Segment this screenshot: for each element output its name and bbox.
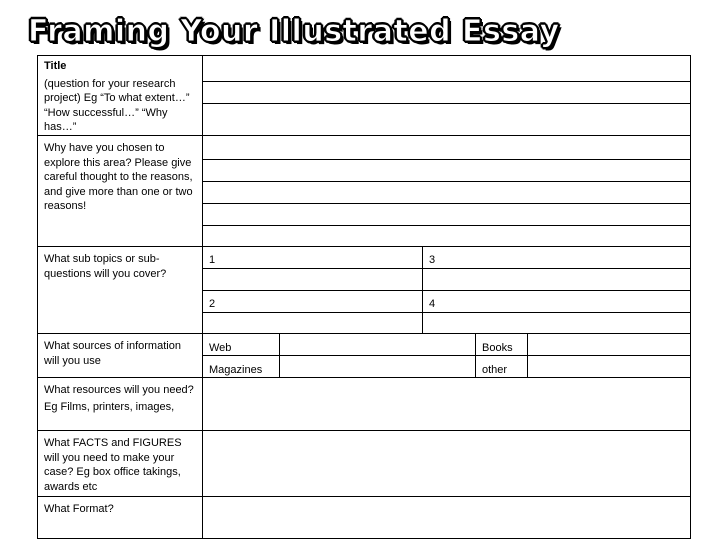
source-divider [279, 333, 280, 377]
writing-line [202, 312, 690, 313]
writing-line [202, 290, 690, 291]
title-heading: Title [44, 60, 67, 72]
why-prompt: Why have you chosen to explore this area? Please give careful thought to the reasons, and give more than one or two reasons! [44, 142, 193, 212]
writing-line [202, 268, 690, 269]
subtopics-prompt-cell [38, 247, 202, 333]
writing-line [202, 181, 690, 182]
writing-line [202, 355, 690, 356]
source-divider [527, 333, 528, 377]
writing-line [202, 159, 690, 160]
source-books-label: Books [482, 342, 513, 354]
page-title: Framing Your Illustrated Essay [28, 14, 560, 49]
resources-example: Eg Films, printers, images, [44, 400, 175, 413]
why-prompt-cell [38, 136, 202, 246]
sources-prompt: What sources of information will you use [44, 340, 181, 367]
subtopics-prompt: What sub topics or sub-questions will you cover? [44, 253, 167, 280]
title-prompt: (question for your research project) Eg “To what extent…” “How successful…” “Why has…” [44, 77, 190, 133]
format-prompt-cell [38, 497, 202, 538]
subtopic-2-label: 2 [209, 298, 216, 310]
writing-line [202, 225, 690, 226]
source-web-label: Web [209, 342, 232, 354]
sources-prompt-cell [38, 334, 202, 377]
source-other-label: other [482, 364, 508, 376]
source-magazines-label: Magazines [209, 364, 263, 376]
title-prompt-cell [38, 56, 202, 135]
writing-line [202, 203, 690, 204]
resources-prompt-cell [38, 378, 202, 430]
writing-line [202, 81, 690, 82]
format-prompt: What Format? [44, 503, 114, 515]
essay-framing-table [37, 55, 691, 539]
subtopic-3-label: 3 [429, 254, 436, 266]
facts-prompt-cell [38, 431, 202, 496]
resources-prompt: What resources will you need? [44, 384, 194, 396]
subtopic-4-label: 4 [429, 298, 436, 310]
writing-line [202, 103, 690, 104]
subtopic-1-label: 1 [209, 254, 216, 266]
facts-prompt: What FACTS and FIGURES will you need to make your case? Eg box office takings, awards etc [44, 437, 182, 493]
